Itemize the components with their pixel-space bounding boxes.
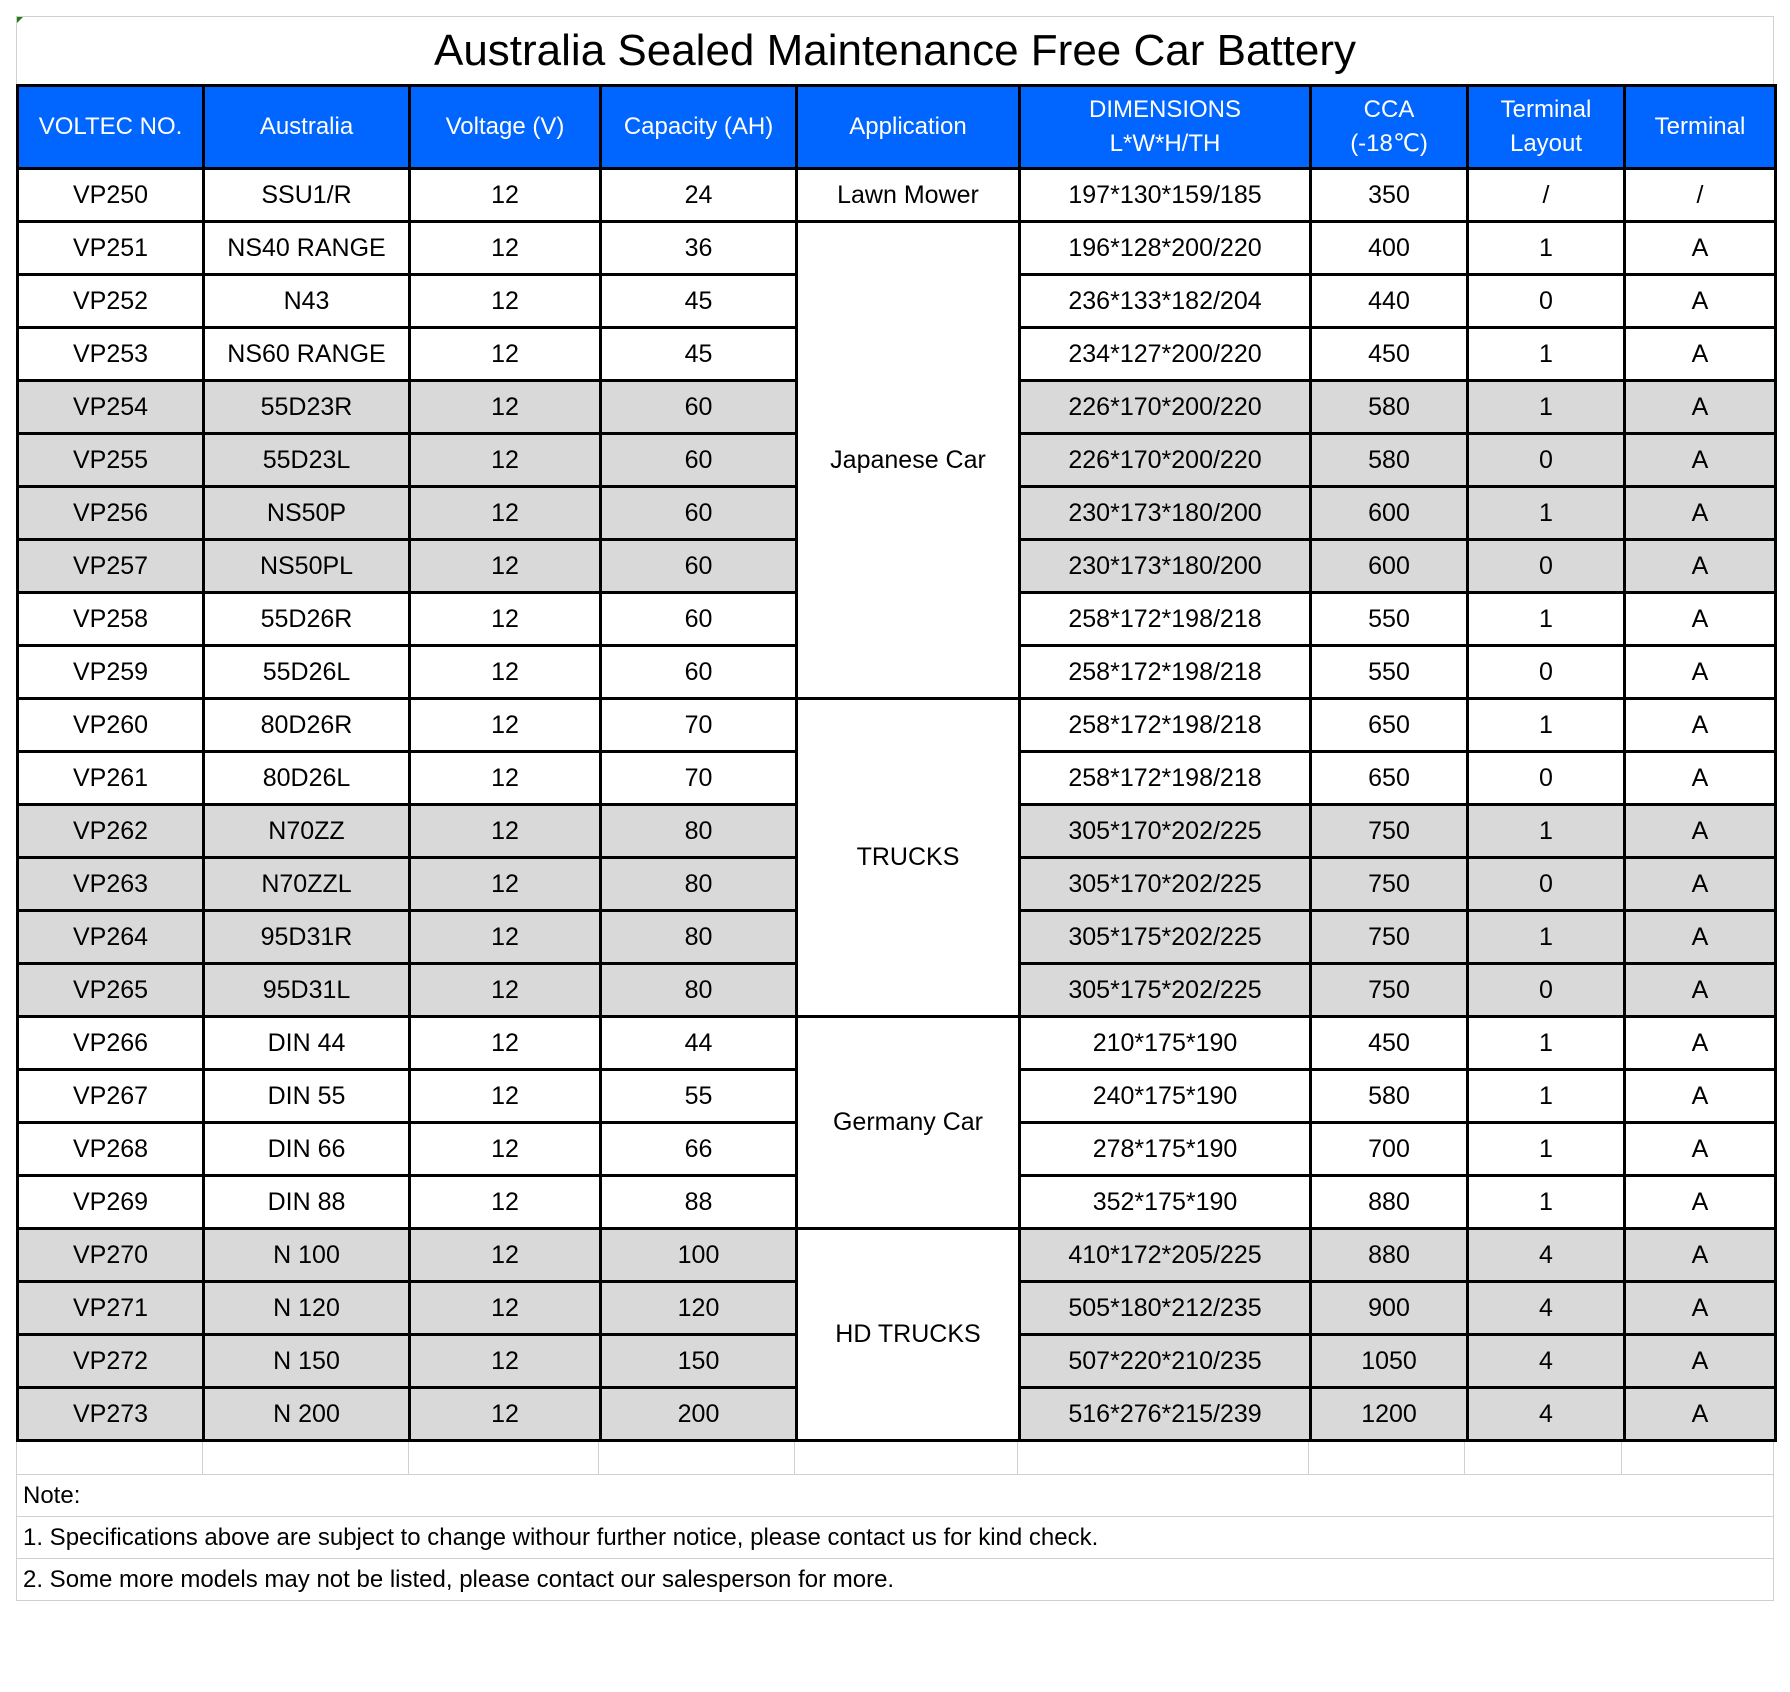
cell-terminal: A <box>1625 275 1776 328</box>
cell-cca: 450 <box>1311 1017 1468 1070</box>
cell-capacity: 55 <box>601 1070 797 1123</box>
cell-terminal: A <box>1625 1123 1776 1176</box>
cell-australia: N43 <box>204 275 410 328</box>
cell-voltage: 12 <box>410 381 601 434</box>
cell-cca: 900 <box>1311 1282 1468 1335</box>
cell-dimensions: 505*180*212/235 <box>1020 1282 1311 1335</box>
cell-voltec-no: VP250 <box>18 169 204 222</box>
cell-terminal-layout: 1 <box>1468 1070 1625 1123</box>
cell-australia: N 150 <box>204 1335 410 1388</box>
cell-australia: 55D26L <box>204 646 410 699</box>
cell-cca: 400 <box>1311 222 1468 275</box>
cell-dimensions: 197*130*159/185 <box>1020 169 1311 222</box>
table-row <box>18 1017 1776 1070</box>
cell-terminal-layout: / <box>1468 169 1625 222</box>
cell-australia: 55D23R <box>204 381 410 434</box>
cell-voltec-no: VP263 <box>18 858 204 911</box>
header-dimensions-line2: L*W*H/TH <box>1109 130 1221 157</box>
header-terminal: Terminal <box>1625 86 1776 169</box>
header-cca-line1: CCA <box>1363 96 1415 123</box>
cell-australia: DIN 88 <box>204 1176 410 1229</box>
cell-voltec-no: VP270 <box>18 1229 204 1282</box>
cell-terminal: A <box>1625 699 1776 752</box>
cell-terminal: / <box>1625 169 1776 222</box>
cell-capacity: 80 <box>601 911 797 964</box>
cell-capacity: 66 <box>601 1123 797 1176</box>
cell-australia: DIN 55 <box>204 1070 410 1123</box>
cell-australia: 80D26R <box>204 699 410 752</box>
cell-capacity: 120 <box>601 1282 797 1335</box>
cell-voltec-no: VP267 <box>18 1070 204 1123</box>
note-line-1: 1. Specifications above are subject to change withour further notice, please contact us for kind check. <box>16 1517 1774 1559</box>
cell-dimensions: 230*173*180/200 <box>1020 540 1311 593</box>
cell-capacity: 60 <box>601 540 797 593</box>
cell-australia: 55D26R <box>204 593 410 646</box>
cell-voltage: 12 <box>410 858 601 911</box>
header-cca-line2: (-18℃) <box>1350 130 1428 157</box>
cell-cca: 550 <box>1311 593 1468 646</box>
cell-terminal-layout: 0 <box>1468 752 1625 805</box>
cell-australia: 95D31L <box>204 964 410 1017</box>
header-voltec-no: VOLTEC NO. <box>18 86 204 169</box>
cell-terminal: A <box>1625 1335 1776 1388</box>
header-dimensions <box>1020 86 1311 169</box>
cell-dimensions: 305*170*202/225 <box>1020 805 1311 858</box>
spreadsheet-sheet <box>16 16 1774 1601</box>
cell-terminal: A <box>1625 328 1776 381</box>
cell-dimensions: 352*175*190 <box>1020 1176 1311 1229</box>
table-row <box>18 169 1776 222</box>
cell-voltage: 12 <box>410 1282 601 1335</box>
cell-cca: 600 <box>1311 540 1468 593</box>
cell-voltage: 12 <box>410 911 601 964</box>
cell-voltec-no: VP252 <box>18 275 204 328</box>
cell-cca: 600 <box>1311 487 1468 540</box>
cell-voltec-no: VP266 <box>18 1017 204 1070</box>
cell-australia: N70ZZL <box>204 858 410 911</box>
cell-australia: 55D23L <box>204 434 410 487</box>
cell-dimensions: 305*175*202/225 <box>1020 911 1311 964</box>
table-row <box>18 699 1776 752</box>
table-body <box>18 169 1776 1441</box>
cell-voltage: 12 <box>410 805 601 858</box>
cell-voltec-no: VP262 <box>18 805 204 858</box>
cell-capacity: 150 <box>601 1335 797 1388</box>
cell-terminal-layout: 0 <box>1468 964 1625 1017</box>
note-line-2: 2. Some more models may not be listed, please contact our salesperson for more. <box>16 1559 1774 1601</box>
cell-voltec-no: VP253 <box>18 328 204 381</box>
cell-capacity: 60 <box>601 593 797 646</box>
cell-voltec-no: VP264 <box>18 911 204 964</box>
cell-voltage: 12 <box>410 699 601 752</box>
cell-australia: 95D31R <box>204 911 410 964</box>
cell-terminal-layout: 1 <box>1468 1176 1625 1229</box>
cell-capacity: 80 <box>601 805 797 858</box>
cell-dimensions: 258*172*198/218 <box>1020 646 1311 699</box>
cell-dimensions: 305*170*202/225 <box>1020 858 1311 911</box>
cell-capacity: 60 <box>601 381 797 434</box>
cell-capacity: 60 <box>601 646 797 699</box>
header-terminal-layout <box>1468 86 1625 169</box>
cell-terminal: A <box>1625 911 1776 964</box>
cell-terminal: A <box>1625 487 1776 540</box>
cell-capacity: 36 <box>601 222 797 275</box>
cell-terminal: A <box>1625 1282 1776 1335</box>
cell-voltage: 12 <box>410 1388 601 1441</box>
header-application: Application <box>797 86 1020 169</box>
cell-terminal-layout: 4 <box>1468 1229 1625 1282</box>
cell-dimensions: 305*175*202/225 <box>1020 964 1311 1017</box>
header-row <box>18 86 1776 169</box>
cell-voltage: 12 <box>410 540 601 593</box>
battery-spec-table <box>16 84 1777 1442</box>
cell-terminal-layout: 0 <box>1468 275 1625 328</box>
cell-dimensions: 210*175*190 <box>1020 1017 1311 1070</box>
cell-cca: 580 <box>1311 434 1468 487</box>
header-layout-line1: Terminal <box>1500 96 1592 123</box>
cell-australia: SSU1/R <box>204 169 410 222</box>
cell-application: TRUCKS <box>797 699 1020 1017</box>
cell-voltec-no: VP261 <box>18 752 204 805</box>
cell-voltec-no: VP258 <box>18 593 204 646</box>
cell-voltage: 12 <box>410 964 601 1017</box>
cell-australia: NS50PL <box>204 540 410 593</box>
cell-dimensions: 258*172*198/218 <box>1020 752 1311 805</box>
cell-voltec-no: VP256 <box>18 487 204 540</box>
cell-terminal: A <box>1625 381 1776 434</box>
cell-dimensions: 196*128*200/220 <box>1020 222 1311 275</box>
cell-australia: N 120 <box>204 1282 410 1335</box>
cell-terminal: A <box>1625 1388 1776 1441</box>
cell-voltec-no: VP273 <box>18 1388 204 1441</box>
cell-capacity: 45 <box>601 275 797 328</box>
cell-dimensions: 236*133*182/204 <box>1020 275 1311 328</box>
cell-terminal-layout: 4 <box>1468 1335 1625 1388</box>
cell-voltage: 12 <box>410 1070 601 1123</box>
cell-terminal-layout: 4 <box>1468 1282 1625 1335</box>
cell-capacity: 88 <box>601 1176 797 1229</box>
cell-voltage: 12 <box>410 222 601 275</box>
sheet-title: Australia Sealed Maintenance Free Car Battery <box>16 16 1774 84</box>
cell-capacity: 44 <box>601 1017 797 1070</box>
cell-dimensions: 258*172*198/218 <box>1020 593 1311 646</box>
cell-terminal-layout: 0 <box>1468 646 1625 699</box>
cell-terminal: A <box>1625 434 1776 487</box>
cell-capacity: 60 <box>601 487 797 540</box>
cell-cca: 880 <box>1311 1176 1468 1229</box>
cell-terminal: A <box>1625 964 1776 1017</box>
cell-voltage: 12 <box>410 1335 601 1388</box>
cell-cca: 440 <box>1311 275 1468 328</box>
cell-cca: 550 <box>1311 646 1468 699</box>
cell-capacity: 70 <box>601 699 797 752</box>
cell-dimensions: 234*127*200/220 <box>1020 328 1311 381</box>
cell-terminal-layout: 1 <box>1468 222 1625 275</box>
header-cca <box>1311 86 1468 169</box>
cell-australia: N70ZZ <box>204 805 410 858</box>
note-heading: Note: <box>16 1475 1774 1517</box>
cell-voltec-no: VP269 <box>18 1176 204 1229</box>
cell-voltec-no: VP251 <box>18 222 204 275</box>
cell-cca: 880 <box>1311 1229 1468 1282</box>
cell-voltage: 12 <box>410 593 601 646</box>
table-row <box>18 1229 1776 1282</box>
cell-capacity: 24 <box>601 169 797 222</box>
cell-terminal: A <box>1625 1070 1776 1123</box>
cell-voltage: 12 <box>410 1176 601 1229</box>
cell-application: Japanese Car <box>797 222 1020 699</box>
cell-australia: N 200 <box>204 1388 410 1441</box>
table-row <box>18 222 1776 275</box>
cell-dimensions: 507*220*210/235 <box>1020 1335 1311 1388</box>
cell-terminal-layout: 1 <box>1468 487 1625 540</box>
cell-voltage: 12 <box>410 1123 601 1176</box>
cell-terminal-layout: 1 <box>1468 328 1625 381</box>
cell-cca: 450 <box>1311 328 1468 381</box>
cell-dimensions: 516*276*215/239 <box>1020 1388 1311 1441</box>
cell-capacity: 100 <box>601 1229 797 1282</box>
cell-terminal-layout: 4 <box>1468 1388 1625 1441</box>
cell-cca: 1200 <box>1311 1388 1468 1441</box>
cell-cca: 1050 <box>1311 1335 1468 1388</box>
cell-terminal-layout: 1 <box>1468 1017 1625 1070</box>
cell-voltec-no: VP272 <box>18 1335 204 1388</box>
cell-voltage: 12 <box>410 434 601 487</box>
cell-terminal: A <box>1625 1017 1776 1070</box>
cell-cca: 580 <box>1311 1070 1468 1123</box>
cell-voltage: 12 <box>410 1017 601 1070</box>
cell-cca: 750 <box>1311 858 1468 911</box>
cell-terminal-layout: 1 <box>1468 699 1625 752</box>
cell-cca: 750 <box>1311 964 1468 1017</box>
cell-terminal-layout: 1 <box>1468 381 1625 434</box>
cell-voltec-no: VP265 <box>18 964 204 1017</box>
cell-voltec-no: VP255 <box>18 434 204 487</box>
cell-terminal: A <box>1625 222 1776 275</box>
cell-capacity: 80 <box>601 858 797 911</box>
cell-terminal: A <box>1625 593 1776 646</box>
cell-australia: DIN 66 <box>204 1123 410 1176</box>
cell-terminal-layout: 1 <box>1468 1123 1625 1176</box>
cell-capacity: 200 <box>601 1388 797 1441</box>
cell-voltec-no: VP271 <box>18 1282 204 1335</box>
cell-voltage: 12 <box>410 169 601 222</box>
cell-terminal-layout: 1 <box>1468 805 1625 858</box>
cell-voltec-no: VP257 <box>18 540 204 593</box>
cell-voltage: 12 <box>410 646 601 699</box>
header-voltage: Voltage (V) <box>410 86 601 169</box>
cell-australia: NS60 RANGE <box>204 328 410 381</box>
cell-terminal-layout: 0 <box>1468 434 1625 487</box>
cell-voltage: 12 <box>410 752 601 805</box>
header-australia: Australia <box>204 86 410 169</box>
cell-capacity: 45 <box>601 328 797 381</box>
cell-terminal-layout: 1 <box>1468 593 1625 646</box>
cell-voltec-no: VP260 <box>18 699 204 752</box>
cell-cca: 650 <box>1311 752 1468 805</box>
cell-voltage: 12 <box>410 487 601 540</box>
cell-cca: 750 <box>1311 805 1468 858</box>
cell-application: Lawn Mower <box>797 169 1020 222</box>
cell-capacity: 70 <box>601 752 797 805</box>
cell-dimensions: 278*175*190 <box>1020 1123 1311 1176</box>
notes-section <box>16 1475 1774 1601</box>
cell-voltage: 12 <box>410 275 601 328</box>
cell-australia: N 100 <box>204 1229 410 1282</box>
cell-cca: 350 <box>1311 169 1468 222</box>
cell-terminal-layout: 1 <box>1468 911 1625 964</box>
cell-application: Germany Car <box>797 1017 1020 1229</box>
cell-terminal: A <box>1625 1229 1776 1282</box>
cell-cca: 700 <box>1311 1123 1468 1176</box>
header-layout-line2: Layout <box>1509 130 1583 157</box>
cell-terminal: A <box>1625 858 1776 911</box>
cell-cca: 750 <box>1311 911 1468 964</box>
cell-cca: 650 <box>1311 699 1468 752</box>
cell-dimensions: 240*175*190 <box>1020 1070 1311 1123</box>
cell-voltage: 12 <box>410 1229 601 1282</box>
cell-australia: NS40 RANGE <box>204 222 410 275</box>
cell-terminal: A <box>1625 1176 1776 1229</box>
cell-terminal: A <box>1625 540 1776 593</box>
cell-cca: 580 <box>1311 381 1468 434</box>
header-capacity: Capacity (AH) <box>601 86 797 169</box>
cell-capacity: 80 <box>601 964 797 1017</box>
cell-australia: NS50P <box>204 487 410 540</box>
cell-australia: 80D26L <box>204 752 410 805</box>
blank-spacer-row <box>16 1442 1774 1475</box>
cell-terminal: A <box>1625 646 1776 699</box>
cell-voltage: 12 <box>410 328 601 381</box>
cell-application: HD TRUCKS <box>797 1229 1020 1441</box>
cell-voltec-no: VP268 <box>18 1123 204 1176</box>
cell-terminal-layout: 0 <box>1468 858 1625 911</box>
cell-dimensions: 410*172*205/225 <box>1020 1229 1311 1282</box>
cell-dimensions: 226*170*200/220 <box>1020 434 1311 487</box>
cell-dimensions: 226*170*200/220 <box>1020 381 1311 434</box>
header-dimensions-line1: DIMENSIONS <box>1088 96 1241 123</box>
cell-voltec-no: VP254 <box>18 381 204 434</box>
cell-terminal: A <box>1625 805 1776 858</box>
cell-terminal-layout: 0 <box>1468 540 1625 593</box>
cell-dimensions: 230*173*180/200 <box>1020 487 1311 540</box>
cell-capacity: 60 <box>601 434 797 487</box>
cell-voltec-no: VP259 <box>18 646 204 699</box>
cell-dimensions: 258*172*198/218 <box>1020 699 1311 752</box>
cell-australia: DIN 44 <box>204 1017 410 1070</box>
cell-terminal: A <box>1625 752 1776 805</box>
